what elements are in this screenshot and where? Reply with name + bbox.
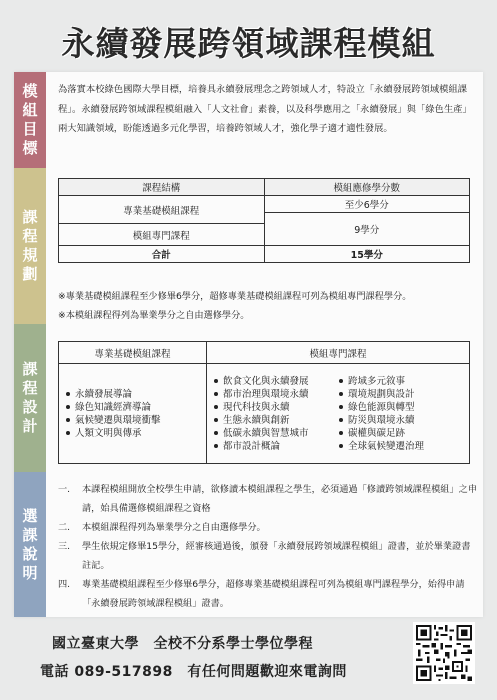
basic-course-cell (59, 364, 207, 464)
structure-table (58, 178, 470, 263)
band-char: 目 (22, 120, 38, 138)
list-item: 綠色能源與轉型 (338, 401, 463, 414)
table-header-cell: 模組專門課程 (206, 342, 469, 364)
rule-item (58, 575, 478, 613)
table-cell: 15學分 (264, 246, 470, 263)
course-table (58, 341, 470, 464)
table-cell: 至少6學分 (264, 196, 470, 213)
list-item: 現代科技與永續 (213, 401, 338, 414)
rule-number: 二. (58, 522, 71, 533)
rule-number: 一. (58, 484, 71, 495)
rule-text: 專業基礎模組課程至少修畢6學分，超修專業基礎模組課程可列為模組專門課程學分，始得申請「永續發展跨領域課程模組」證書。 (82, 579, 465, 609)
special-course-list-right (338, 375, 463, 453)
band-char: 程 (22, 227, 38, 245)
band-char: 課 (22, 208, 38, 226)
section-band-design (14, 324, 46, 472)
rule-number: 三. (58, 541, 71, 552)
list-item: 跨域多元敘事 (338, 375, 463, 388)
table-header-row (59, 179, 470, 196)
list-item: 低碳永續與智慧城市 (213, 427, 338, 440)
band-char: 選 (22, 506, 38, 525)
rule-item (58, 518, 478, 537)
intro-paragraph: 為落實本校綠色國際大學目標，培養具永續發展理念之跨領域人才，特設立「永續發展跨領域模組課程」。永續發展跨領域課程模組融入「人文社會」素養，以及科學應用之「永續發展」與「綠色生產」兩大知識領域，盼能透過多元化學習，培養跨領域人才，強化學子適才適性發展。 (58, 84, 472, 134)
band-char: 模 (22, 82, 38, 100)
table-cell: 合計 (59, 246, 265, 263)
band-char: 程 (22, 379, 38, 397)
band-char: 組 (22, 101, 38, 119)
section-band-goal (14, 72, 46, 168)
rule-item (58, 537, 478, 575)
list-item: 氣候變遷與環境衝擊 (65, 414, 200, 427)
list-item: 環境規劃與設計 (338, 388, 463, 401)
list-item: 碳權與碳足跡 (338, 427, 463, 440)
table-cell: 模組專門課程 (59, 224, 265, 246)
section-band-elective (14, 472, 46, 617)
band-char: 規 (22, 246, 38, 264)
special-course-cell (206, 364, 469, 464)
table-header-cell: 課程結構 (59, 179, 265, 196)
band-char: 計 (22, 417, 38, 435)
note-line: ※本模組課程得列為畢業學分之自由選修學分。 (58, 310, 250, 321)
list-item: 都市治理與環境永續 (213, 388, 338, 401)
list-item: 生態永續與創新 (213, 414, 338, 427)
rule-text: 學生依規定修畢15學分，經審核通過後，頒發「永續發展跨領域課程模組」證書，並於畢業證書註記。 (82, 541, 471, 571)
elective-rules (58, 480, 478, 613)
table-header-row (59, 342, 470, 364)
band-char: 設 (22, 398, 38, 416)
rule-text: 本課程模組開放全校學生申請，欲修讀本模組課程之學生，必須通過「修讀跨領域課程模組」之申請，始具備選修模組課程之資格 (82, 484, 478, 514)
rule-item (58, 480, 478, 518)
list-item: 全球氣候變遷治理 (338, 440, 463, 453)
band-char: 課 (22, 525, 38, 544)
band-char: 明 (22, 563, 38, 582)
note-line: ※專業基礎模組課程至少修畢6學分，超修專業基礎模組課程可列為模組專門課程學分。 (58, 291, 412, 302)
list-item: 防災與環境永續 (338, 414, 463, 427)
table-total-row (59, 246, 470, 263)
band-char: 說 (22, 544, 38, 563)
qr-code-graphic (416, 625, 472, 681)
band-char: 標 (22, 139, 38, 157)
table-cell: 專業基礎模組課程 (59, 196, 265, 224)
table-cell: 9學分 (264, 213, 470, 246)
section-band-plan (14, 168, 46, 324)
list-item: 永續發展導論 (65, 388, 200, 401)
band-char: 課 (22, 360, 38, 378)
qr-code-icon[interactable] (413, 622, 475, 684)
list-item: 飲食文化與永續發展 (213, 375, 338, 388)
list-item: 綠色知識經濟導論 (65, 401, 200, 414)
page-title: 永續發展跨領域課程模組 (61, 24, 436, 63)
table-header-cell: 專業基礎模組課程 (59, 342, 207, 364)
notes (58, 287, 478, 325)
list-item: 人類文明與傳承 (65, 427, 200, 440)
table-header-cell: 模組應修學分數 (264, 179, 470, 196)
rule-number: 四. (58, 579, 71, 590)
table-row (59, 364, 470, 464)
band-char: 劃 (22, 265, 38, 283)
rule-text: 本模組課程得列為畢業學分之自由選修學分。 (82, 522, 266, 533)
basic-course-list (65, 388, 200, 440)
footer-organization: 國立臺東大學 全校不分系學士學位學程 (52, 636, 313, 652)
list-item: 都市設計概論 (213, 440, 338, 453)
table-row (59, 196, 470, 213)
special-course-list-left (213, 375, 338, 453)
footer-contact: 電話 089-517898 有任何問題歡迎來電詢問 (40, 664, 347, 680)
